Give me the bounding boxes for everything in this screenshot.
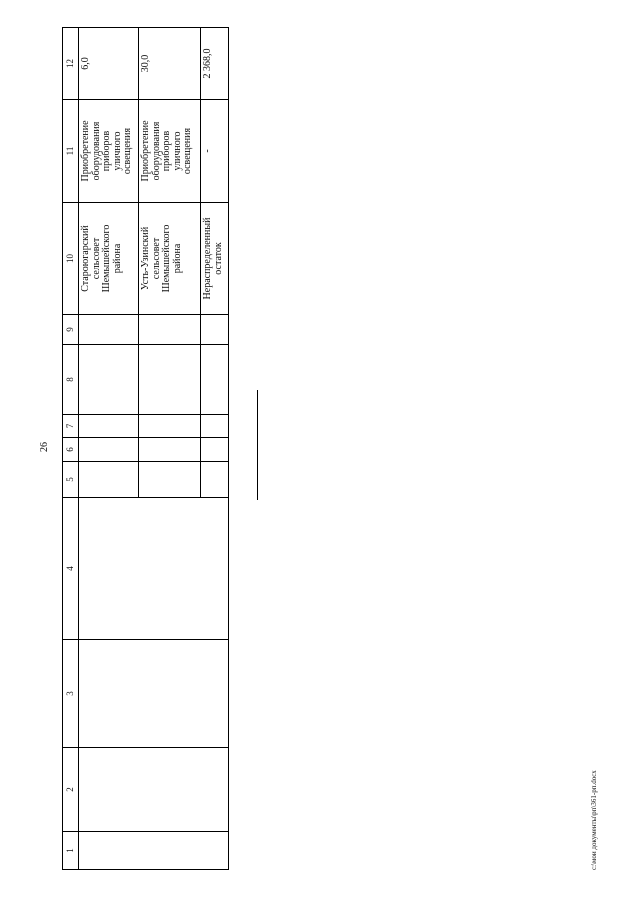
recipient-text: Усть-Узинский сельсовет Шемышейского района — [140, 224, 183, 293]
recipient-cell — [139, 203, 201, 315]
amount-text: 2 368,0 — [202, 48, 213, 79]
purpose-text: Приобретение оборудования приборов уличного освещения — [80, 120, 133, 182]
cell-empty — [139, 462, 201, 498]
purpose-text: Приобретение оборудования приборов уличного освещения — [140, 120, 193, 182]
header-row — [63, 28, 79, 870]
cell-empty-col2 — [79, 748, 229, 832]
purpose-cell — [139, 100, 201, 203]
cell-empty — [79, 345, 139, 415]
cell-empty-col3 — [79, 640, 229, 748]
column-header-7: 7 — [63, 415, 79, 438]
column-header-6: 6 — [63, 438, 79, 462]
cell-empty-col4 — [79, 498, 229, 640]
column-header-11: 11 — [63, 100, 79, 203]
column-header-10: 10 — [63, 203, 79, 315]
column-header-2: 2 — [63, 748, 79, 832]
purpose-cell — [79, 100, 139, 203]
column-header-12: 12 — [63, 28, 79, 100]
end-of-table-line — [257, 390, 258, 500]
recipient-text: Староюгарский сельсовет Шемышейского района — [80, 224, 123, 293]
column-header-9: 9 — [63, 315, 79, 345]
purpose-text: - — [202, 149, 213, 153]
recipient-cell — [79, 203, 139, 315]
column-header-4: 4 — [63, 498, 79, 640]
recipient-cell — [201, 203, 229, 315]
cell-empty — [139, 438, 201, 462]
cell-empty — [139, 345, 201, 415]
purpose-cell — [201, 100, 229, 203]
column-header-1: 1 — [63, 832, 79, 870]
column-header-3: 3 — [63, 640, 79, 748]
cell-empty — [139, 415, 201, 438]
cell-empty — [79, 462, 139, 498]
file-path-footer: c:\мои документы\рп\361-рп.docx — [590, 770, 598, 870]
recipient-text: Нераспределенный остаток — [202, 217, 224, 300]
cell-empty — [201, 438, 229, 462]
cell-empty — [79, 438, 139, 462]
column-header-8: 8 — [63, 345, 79, 415]
cell-empty — [201, 415, 229, 438]
cell-empty — [79, 315, 139, 345]
cell-empty-col1 — [79, 832, 229, 870]
allocation-table — [62, 27, 229, 870]
amount-text: 30,0 — [140, 54, 151, 73]
cell-empty — [201, 315, 229, 345]
amount-cell — [79, 28, 139, 100]
amount-cell — [201, 28, 229, 100]
cell-empty — [201, 345, 229, 415]
cell-empty — [139, 315, 201, 345]
page-number: 26 — [39, 442, 50, 452]
amount-text: 6,0 — [80, 57, 91, 70]
column-header-5: 5 — [63, 462, 79, 498]
amount-cell — [139, 28, 201, 100]
cell-empty — [79, 415, 139, 438]
table-row — [79, 28, 139, 870]
cell-empty — [201, 462, 229, 498]
